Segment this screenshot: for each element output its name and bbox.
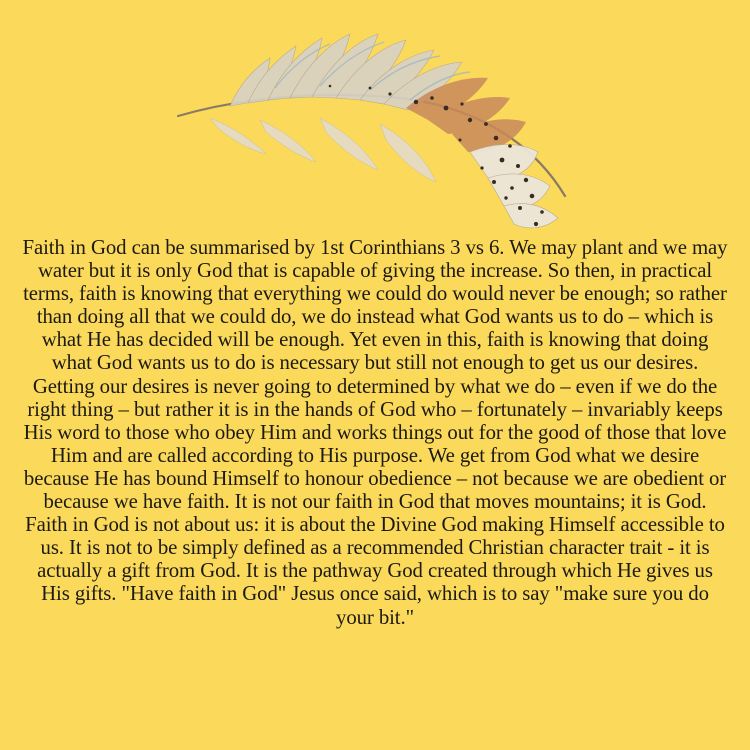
quote-text: Faith in God can be summarised by 1st Corinthians 3 vs 6. We may plant and we may water but it is only God that is capable of giving the increase. So then, in practical terms, faith is knowing that everything we could do would never be enough; so rather than doing all that we could do, we do instead what God wants us to do – which is what He has decided will be enough. Yet even in this, faith is knowing that doing what God wants us to do is necessary but still not enough to get us our desires. Getting our desires is never going to determined by what we do – even if we do the right thing – but rather it is in the hands of God who – fortunately – invariably keeps His word to those who obey Him and works things out for the good of those that love Him and are called according to His purpose. We get from God what we desire because He has bound Himself to honour obedience – not because we are obedient or because we have faith. It is not our faith in God that moves mountains; it is God. Faith in God is not about us: it is about the Divine God making Himself accessible to us. It is not to be simply defined as a recommended Christian character trait - it is actually a gift from God. It is the pathway God created through which He gives us His gifts. "Have faith in God" Jesus once said, which is to say "make sure you do your bit." bbox=[22, 236, 728, 629]
feather-illustration bbox=[170, 28, 580, 233]
